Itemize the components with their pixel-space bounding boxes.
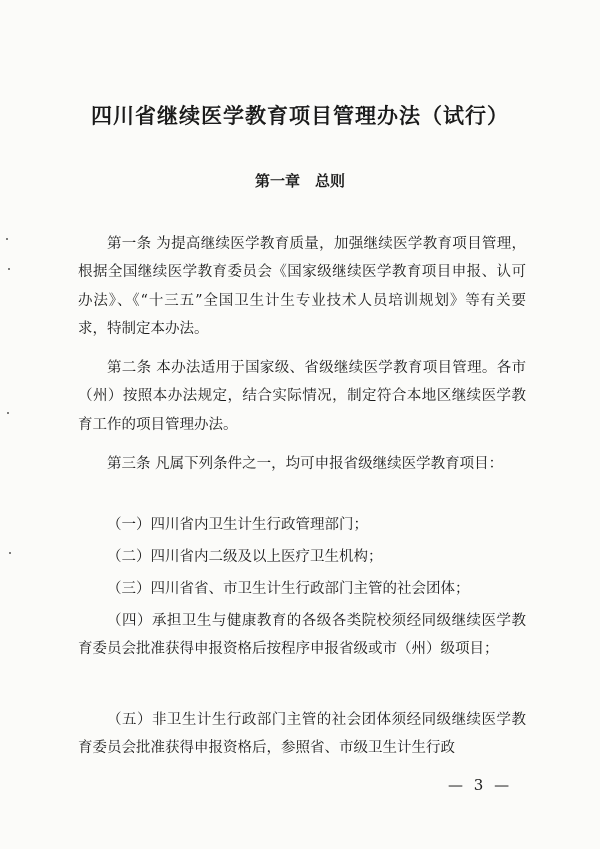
article-3: 第三条 凡属下列条件之一，均可申报省级继续医学教育项目： [107,456,504,472]
list-item: （一）四川省内卫生计生行政管理部门； [107,517,368,533]
scan-speck [6,238,8,240]
scan-speck [7,412,9,414]
list-item: （五）非卫生计生行政部门主管的社会团体须经同级继续医学教育委员会批准获得申报资格后，参照省、市级卫生计生行政 [78,712,526,757]
document-title: 四川省继续医学教育项目管理办法（试行） [91,104,509,128]
scan-speck [8,268,10,270]
list-item: （二）四川省内二级及以上医疗卫生机构； [107,549,383,565]
scan-speck [9,552,11,554]
page-number: — 3 — [448,776,513,794]
article-2: 第二条 本办法适用于国家级、省级继续医学教育项目管理。各市（州）按照本办法规定，结合实际情况，制定符合本地区继续医学教育工作的项目管理办法。 [78,360,526,433]
chapter-heading: 第一章 总则 [254,172,345,190]
article-1: 第一条 为提高继续医学教育质量，加强继续医学教育项目管理，根据全国继续医学教育委员会《国家级继续医学教育项目申报、认可办法》、《“十三五”全国卫生计生专业技术人员培训规划》等有关要求，特制定本办法。 [78,236,526,338]
list-item: （三）四川省省、市卫生计生行政部门主管的社会团体； [107,581,470,597]
list-item: （四）承担卫生与健康教育的各级各类院校须经同级继续医学教育委员会批准获得申报资格后按程序申报省级或市（州）级项目； [78,613,526,658]
